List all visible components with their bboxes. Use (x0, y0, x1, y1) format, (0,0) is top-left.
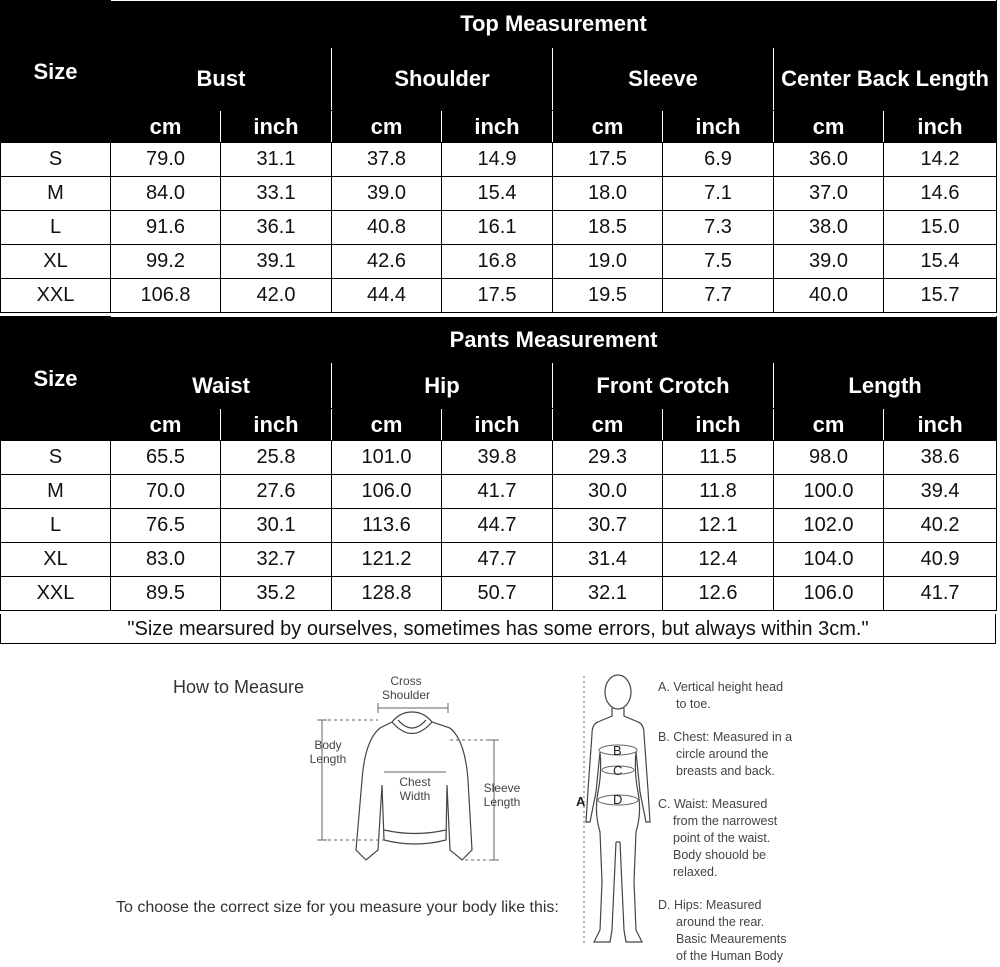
table-title: Pants Measurement (111, 317, 997, 363)
unit-header: inch (884, 111, 997, 143)
value-cell: 33.1 (221, 177, 332, 211)
table-row (1, 177, 997, 211)
value-cell: 31.1 (221, 143, 332, 177)
chest-width-label (390, 775, 440, 803)
value-cell: 39.0 (774, 245, 884, 279)
value-cell: 37.8 (332, 143, 442, 177)
value-cell: 41.7 (442, 475, 553, 509)
definition-b (658, 729, 792, 780)
value-cell: 101.0 (332, 441, 442, 475)
value-cell: 99.2 (111, 245, 221, 279)
table-row (1, 475, 997, 509)
label-line: Chest (399, 775, 431, 789)
value-cell: 91.6 (111, 211, 221, 245)
label-line: Length (309, 752, 347, 766)
size-header: Size (1, 1, 111, 143)
table-row (1, 211, 997, 245)
size-cell: L (1, 509, 111, 543)
value-cell: 11.5 (663, 441, 774, 475)
unit-header: inch (663, 111, 774, 143)
value-cell: 106.0 (332, 475, 442, 509)
body-letter-c: C (613, 763, 623, 778)
value-cell: 11.8 (663, 475, 774, 509)
value-cell: 70.0 (111, 475, 221, 509)
body-letter-b: B (613, 743, 622, 758)
value-cell: 6.9 (663, 143, 774, 177)
unit-header: inch (884, 409, 997, 441)
size-cell: M (1, 177, 111, 211)
value-cell: 12.1 (663, 509, 774, 543)
unit-header: cm (553, 409, 663, 441)
table-row (1, 577, 997, 611)
definition-line: point of the waist. (673, 831, 771, 845)
label-line: Body (314, 738, 342, 752)
definition-line: Basic Meaurements (676, 932, 787, 946)
value-cell: 84.0 (111, 177, 221, 211)
guide-title: How to Measure (173, 677, 305, 697)
value-cell: 40.0 (774, 279, 884, 313)
value-cell: 89.5 (111, 577, 221, 611)
size-cell: S (1, 441, 111, 475)
value-cell: 44.7 (442, 509, 553, 543)
definition-line: to toe. (676, 697, 711, 711)
size-header: Size (1, 317, 111, 441)
value-cell: 44.4 (332, 279, 442, 313)
value-cell: 100.0 (774, 475, 884, 509)
size-cell: XL (1, 543, 111, 577)
label-line: Width (399, 789, 431, 803)
value-cell: 79.0 (111, 143, 221, 177)
unit-header: cm (111, 111, 221, 143)
value-cell: 32.1 (553, 577, 663, 611)
value-cell: 106.8 (111, 279, 221, 313)
value-cell: 16.1 (442, 211, 553, 245)
value-cell: 17.5 (442, 279, 553, 313)
body-letter-d: D (613, 792, 623, 807)
value-cell: 12.4 (663, 543, 774, 577)
value-cell: 104.0 (774, 543, 884, 577)
unit-header: inch (442, 111, 553, 143)
cross-shoulder-label (380, 674, 432, 702)
column-header-length: Length (774, 363, 997, 409)
column-header-hip: Hip (332, 363, 553, 409)
definition-line: circle around the (676, 747, 769, 761)
definition-c (658, 796, 777, 881)
unit-header: inch (442, 409, 553, 441)
definition-line: around the rear. (676, 915, 765, 929)
label-line: Sleeve (483, 781, 521, 795)
definition-line: of the Human Body (676, 949, 784, 963)
value-cell: 36.1 (221, 211, 332, 245)
value-cell: 42.0 (221, 279, 332, 313)
column-header-center-back-length: Center Back Length (774, 48, 997, 111)
value-cell: 7.1 (663, 177, 774, 211)
pants-measurement-table (0, 316, 997, 611)
body-letter-a: A (576, 794, 586, 809)
top-measurement-table (0, 0, 997, 313)
value-cell: 30.1 (221, 509, 332, 543)
value-cell: 25.8 (221, 441, 332, 475)
table-title: Top Measurement (111, 1, 997, 48)
value-cell: 121.2 (332, 543, 442, 577)
value-cell: 19.5 (553, 279, 663, 313)
value-cell: 76.5 (111, 509, 221, 543)
size-cell: M (1, 475, 111, 509)
value-cell: 128.8 (332, 577, 442, 611)
value-cell: 12.6 (663, 577, 774, 611)
definition-line: from the narrowest (673, 814, 778, 828)
definition-line: C. Waist: Measured (658, 797, 768, 811)
column-header-bust: Bust (111, 48, 332, 111)
unit-header: cm (111, 409, 221, 441)
value-cell: 83.0 (111, 543, 221, 577)
value-cell: 65.5 (111, 441, 221, 475)
value-cell: 19.0 (553, 245, 663, 279)
value-cell: 106.0 (774, 577, 884, 611)
unit-header: cm (332, 409, 442, 441)
value-cell: 40.8 (332, 211, 442, 245)
definition-line: relaxed. (673, 865, 718, 879)
value-cell: 50.7 (442, 577, 553, 611)
table-row (1, 143, 997, 177)
value-cell: 27.6 (221, 475, 332, 509)
value-cell: 42.6 (332, 245, 442, 279)
unit-header: cm (774, 409, 884, 441)
value-cell: 39.4 (884, 475, 997, 509)
unit-header: inch (221, 409, 332, 441)
value-cell: 38.6 (884, 441, 997, 475)
value-cell: 37.0 (774, 177, 884, 211)
value-cell: 7.5 (663, 245, 774, 279)
value-cell: 41.7 (884, 577, 997, 611)
value-cell: 16.8 (442, 245, 553, 279)
value-cell: 31.4 (553, 543, 663, 577)
value-cell: 47.7 (442, 543, 553, 577)
value-cell: 18.0 (553, 177, 663, 211)
body-figure-diagram (580, 672, 660, 957)
size-cell: XXL (1, 279, 111, 313)
value-cell: 14.6 (884, 177, 997, 211)
value-cell: 14.2 (884, 143, 997, 177)
column-header-front-crotch: Front Crotch (553, 363, 774, 409)
size-cell: S (1, 143, 111, 177)
value-cell: 98.0 (774, 441, 884, 475)
column-header-waist: Waist (111, 363, 332, 409)
value-cell: 40.2 (884, 509, 997, 543)
label-line: Length (483, 795, 521, 809)
value-cell: 36.0 (774, 143, 884, 177)
column-header-shoulder: Shoulder (332, 48, 553, 111)
table-row (1, 543, 997, 577)
unit-header: cm (332, 111, 442, 143)
value-cell: 30.7 (553, 509, 663, 543)
value-cell: 15.4 (442, 177, 553, 211)
value-cell: 32.7 (221, 543, 332, 577)
column-header-sleeve: Sleeve (553, 48, 774, 111)
value-cell: 38.0 (774, 211, 884, 245)
value-cell: 7.3 (663, 211, 774, 245)
value-cell: 18.5 (553, 211, 663, 245)
size-cell: XL (1, 245, 111, 279)
unit-header: cm (553, 111, 663, 143)
unit-header: cm (774, 111, 884, 143)
value-cell: 35.2 (221, 577, 332, 611)
value-cell: 15.0 (884, 211, 997, 245)
label-line: Shoulder (381, 688, 431, 702)
value-cell: 7.7 (663, 279, 774, 313)
size-cell: XXL (1, 577, 111, 611)
definition-line: B. Chest: Measured in a (658, 730, 793, 744)
definition-line: A. Vertical height head (658, 680, 784, 694)
table-row (1, 509, 997, 543)
body-length-label (300, 738, 356, 766)
definition-line: breasts and back. (676, 764, 775, 778)
value-cell: 15.7 (884, 279, 997, 313)
table-row (1, 441, 997, 475)
definition-a (658, 679, 783, 713)
unit-header: inch (663, 409, 774, 441)
label-line: Cross (390, 674, 422, 688)
value-cell: 29.3 (553, 441, 663, 475)
value-cell: 113.6 (332, 509, 442, 543)
value-cell: 30.0 (553, 475, 663, 509)
size-cell: L (1, 211, 111, 245)
value-cell: 39.0 (332, 177, 442, 211)
value-cell: 40.9 (884, 543, 997, 577)
value-cell: 17.5 (553, 143, 663, 177)
table-row (1, 245, 997, 279)
table-row (1, 279, 997, 313)
definition-line: D. Hips: Measured (658, 898, 762, 912)
value-cell: 102.0 (774, 509, 884, 543)
value-cell: 14.9 (442, 143, 553, 177)
definition-line: Body shouold be (673, 848, 767, 862)
sleeve-length-label (476, 781, 528, 809)
unit-header: inch (221, 111, 332, 143)
guide-instruction: To choose the correct size for you measure your body like this: (116, 899, 559, 916)
value-cell: 39.8 (442, 441, 553, 475)
definition-d (658, 897, 786, 965)
measurement-note: "Size mearsured by ourselves, sometimes has some errors, but always within 3cm." (0, 614, 996, 644)
value-cell: 15.4 (884, 245, 997, 279)
value-cell: 39.1 (221, 245, 332, 279)
